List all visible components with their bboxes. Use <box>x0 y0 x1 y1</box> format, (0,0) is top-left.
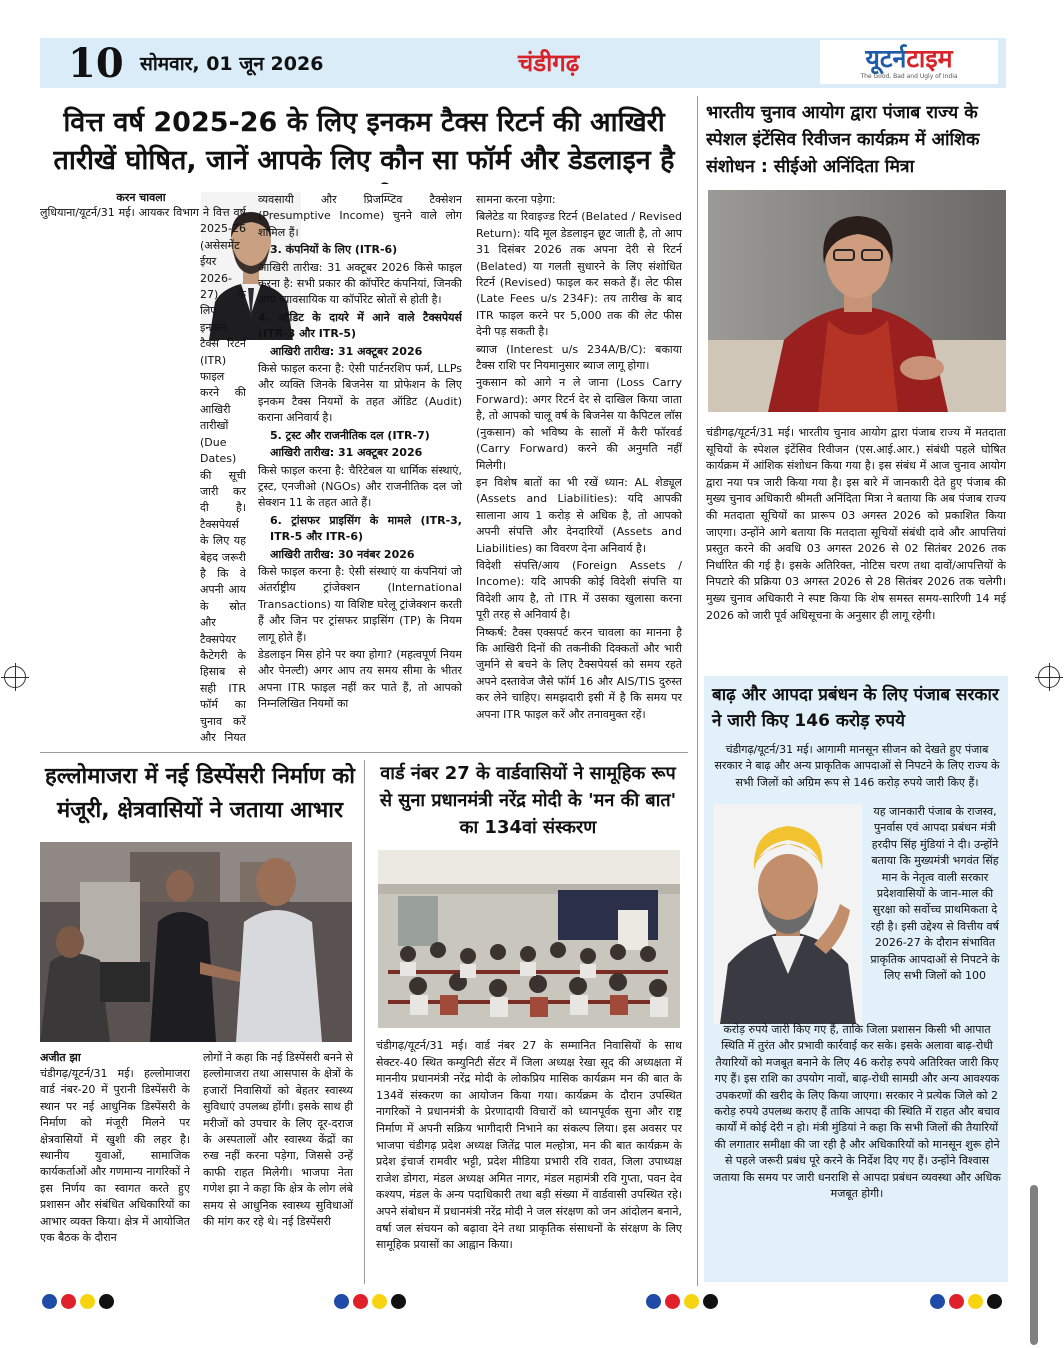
dispensary-headline: हल्लोमाजरा में नई डिस्पेंसरी निर्माण को मंजूरी, क्षेत्रवासियों ने जताया आभार <box>45 764 355 823</box>
itr-column-3: सामना करना पड़ेगा: बिलेटेड या रिवाइज्ड रिटर्न (Belated / Revised Return): यदि मूल डेडलाइन छूट जाती है, तो आप 31 दिसंबर 2026 तक अपना देरी से रिटर्न (Belated) या गलती सुधारने के लिए संशोधित रिटर्न (Revised) फाइल कर सकते हैं। लेट फीस (Late Fees u/s 234F): तय तारीख के बाद ITR फाइल करने पर 5,000 तक की लेट फीस देनी पड़ सकती है। ब्याज (Interest u/s 234A/B/C): बकाया टैक्स राशि पर नियमानुसार ब्याज लागू होगा। नुकसान को आगे न ले जाना (Loss Carry Forward): अगर रिटर्न देर से दाखिल किया जाता है, तो आपको चालू वर्ष के बिजनेस या कैपिटल लॉस (नुकसान) को भविष्य के सालों में कैरी फॉरवर्ड (Carry Forward) करने की अनुमति नहीं मिलेगी। इन विशेष बातों का भी रखें ध्यान: AL शेड्यूल (Assets and Liabilities): यदि आपकी सालाना आय 1 करोड़ से अधिक है, तो आपको अपनी संपत्ति और देनदारियों (Assets and Liabilities) का विवरण देना अनिवार्य है। विदेशी संपत्ति/आय (Foreign Assets / Income): यदि आपकी कोई विदेशी संपत्ति या विदेशी आय है, तो ITR में उसका खुलासा करना पूरी तरह से अनिवार्य है। निष्कर्ष: टैक्स एक्सपर्ट करन चावला का मानना है कि आखिरी दिनों की तकनीकी दिक्कतों और भारी जुर्माने से बचने के लिए टैक्सपेयर्स को समय रहते अपने दस्तावेज जैसे फॉर्म 16 और AIS/TIS दुरुस्त कर लेने चाहिए। समझदारी इसी में है कि समय पर अपना ITR फाइल करें और तनावमुक्त रहें। <box>476 193 682 721</box>
registration-mark-left <box>4 666 26 688</box>
dispensary-column-2: लोगों ने कहा कि नई डिस्पेंसरी बनने से हल्लोमाजरा तथा आसपास के क्षेत्रों के हजारों निवासियों को बेहतर स्वास्थ्य सुविधाएं उपलब्ध होंगी। इसके साथ ही मरीजों को उपचार के लिए दूर-दराज के अस्पतालों और स्वास्थ्य केंद्रों का रुख नहीं करना पड़ेगा, जिससे उन्हें काफी राहत मिलेगी। भाजपा नेता गणेश झा ने कहा कि क्षेत्र के लोग लंबे समय से आधुनिक स्वास्थ्य सुविधाओं की मांग कर रहे थे। नई डिस्पेंसरी <box>203 1051 353 1229</box>
mannkibaat-headline: वार्ड नंबर 27 के वार्डवासियों ने सामूहिक रूप से सुना प्रधानमंत्री नरेंद्र मोदी के 'मन की बात' का 134वां संस्करण <box>379 763 677 838</box>
eci-official-photo <box>708 190 1006 412</box>
color-bar-3 <box>646 1294 718 1309</box>
mannkibaat-event-photo <box>378 850 680 1028</box>
column-divider <box>697 96 698 1286</box>
registration-mark-right <box>1038 666 1060 688</box>
issue-date: सोमवार, 01 जून 2026 <box>140 53 324 75</box>
scrollbar-thumb[interactable] <box>1030 1185 1038 1345</box>
column-divider <box>364 760 365 1284</box>
page-number: 10 <box>68 39 124 87</box>
brand-name: यूटर्नटाइम <box>865 43 953 73</box>
dispensary-meeting-photo <box>40 842 352 1042</box>
itr-byline: करन चावला <box>116 191 166 204</box>
section-divider <box>40 752 688 753</box>
flood-headline: बाढ़ और आपदा प्रबंधन के लिए पंजाब सरकार ने जारी किए 146 करोड़ रुपये <box>712 685 999 731</box>
eci-headline: भारतीय चुनाव आयोग द्वारा पंजाब राज्य के स्पेशल इंटेंसिव रिवीजन कार्यक्रम में आंशिक संशोधन : सीईओ अनिंदिता मित्रा <box>706 103 980 177</box>
minister-photo <box>714 804 862 1024</box>
flood-body: करोड़ रुपये जारी किए गए हैं, ताकि जिला प्रशासन किसी भी आपात स्थिति में तुरंत और प्रभावी कार्रवाई कर सके। इसके अलावा बाढ़-रोधी तैयारियों को मजबूत बनाने के लिए 46 करोड़ रुपये अतिरिक्त जारी किए गए हैं। इस राशि का उपयोग नावों, बाढ़-रोधी सामग्री और अन्य आवश्यक उपकरणों की खरीद के लिए किया जाएगा। सरकार ने प्रत्येक जिले को 2 करोड़ रुपये उपलब्ध कराए हैं ताकि आपदा की स्थिति में राहत और बचाव कार्यों में कोई देरी न हो। मंत्री मुंडियां ने कहा कि सभी जिलों की तैयारियों की लगातार समीक्षा की जा रही है और अधिकारियों को मानसून शुरू होने से पहले जरूरी प्रबंध पूरे करने के निर्देश दिए गए हैं। उन्होंने विश्वास जताया कि समय पर जारी धनराशि से आपदा प्रबंधन व्यवस्था और अधिक मजबूत होगी। <box>713 1023 1001 1201</box>
itr-column-1: लुधियाना/यूटर्न/31 मई। आयकर विभाग ने वित्त वर्ष 2025-26 (असेसमेंट ईयर 2026-27) के लिए इनकम टैक्स रिटर्न (ITR) फाइल करने की आखिरी तारीखों (Due Dates) की सूची जारी कर दी है। टैक्सपेयर्स के लिए यह बेहद जरूरी है कि वे अपनी आय के स्रोत और टैक्सपेयर कैटेगरी के हिसाब से सही ITR फॉर्म का चुनाव करें और नियत <box>40 206 246 744</box>
flood-intro: चंडीगढ़/यूटर्न/31 मई। आगामी मानसून सीजन को देखते हुए पंजाब सरकार ने बाढ़ और अन्य प्राकृतिक आपदाओं से निपटने के लिए राज्य के सभी जिलों को अग्रिम रूप से 146 करोड़ रुपये जारी किए हैं। <box>714 743 1000 789</box>
itr-headline: वित्त वर्ष 2025-26 के लिए इनकम टैक्स रिटर्न की आखिरी तारीखें घोषित, जानें आपके लिए कौन सा फॉर्म और डेडलाइन है <box>53 107 675 176</box>
dispensary-headline-box <box>40 760 360 832</box>
masthead <box>40 38 1006 88</box>
color-bar-4 <box>930 1294 1002 1309</box>
mannkibaat-body: चंडीगढ़/यूटर्न/31 मई। वार्ड नंबर 27 के सम्मानित निवासियों के साथ सेक्टर-40 स्थित कम्युनिटी सेंटर में जिला अध्यक्ष रेखा सूद की अध्यक्षता में माननीय प्रधानमंत्री नरेंद्र मोदी के लोकप्रिय मासिक कार्यक्रम मन की बात के 134वें संस्करण का आयोजन किया गया। कार्यक्रम के दौरान उपस्थित नागरिकों ने प्रधानमंत्री के प्रेरणादायी विचारों को ध्यानपूर्वक सुना और राष्ट्र निर्माण में अपनी सक्रिय भागीदारी निभाने का संकल्प लिया। इस अवसर पर भाजपा चंडीगढ़ प्रदेश अध्यक्ष जितेंद्र पाल मल्होत्रा, मन की बात कार्यक्रम के प्रदेश इंचार्ज रामवीर भट्टी, प्रदेश मीडिया प्रभारी रवि रावत, जिला उपाध्यक्ष राजेश डोगरा, मंडल अध्यक्ष अमित नागर, मंडल महामंत्री रवि गुप्ता, पवन देव कश्यप, मंडल के अन्य पदाधिकारी तथा बड़ी संख्या में वार्डवासी उपस्थित रहे। अपने संबोधन में प्रधानमंत्री नरेंद्र मोदी ने जल संरक्षण को जन आंदोलन बनाने, वर्षा जल संचयन को बढ़ावा देने तथा प्राकृतिक संसाधनों के संरक्षण के लिए सामूहिक प्रयासों का आह्वान किया। <box>376 1039 682 1252</box>
dispensary-column-1: चंडीगढ़/यूटर्न/31 मई। हल्लोमाजरा वार्ड नंबर-20 में पुरानी डिस्पेंसरी के स्थान पर नई आधुनिक डिस्पेंसरी के निर्माण को मंजूरी मिलने पर क्षेत्रवासियों में खुशी की लहर है। स्थानीय युवाओं, सामाजिक कार्यकर्ताओं और गणमान्य नागरिकों ने इस निर्णय का स्वागत करते हुए प्रशासन और संबंधित अधिकारियों का आभार व्यक्त किया। क्षेत्र में आयोजित एक बैठक के दौरान <box>40 1067 190 1245</box>
eci-body: चंडीगढ़/यूटर्न/31 मई। भारतीय चुनाव आयोग द्वारा पंजाब राज्य में मतदाता सूचियों के स्पेशल इंटेंसिव रिवीजन (एस.आई.आर.) संबंधी पहले घोषित कार्यक्रम में आंशिक संशोधन किया गया है। इस संबंध में आज चुनाव आयोग द्वारा नया पत्र जारी किया गया है। इस बारे में जानकारी देते हुए पंजाब की मुख्य चुनाव अधिकारी श्रीमती अनिंदिता मित्रा ने बताया कि अब पंजाब राज्य की मतदाता सूचियों का प्रारूप 03 अगस्त 2026 को प्रकाशित किया जाएगा। उन्होंने आगे बताया कि मतदाता सूचियों संबंधी दावे और आपत्तियां प्रस्तुत करने की अवधि 03 अगस्त 2026 से 02 सितंबर 2026 तक निर्धारित की गई है। इसके अतिरिक्त, नोटिस चरण तथा दावों/आपत्तियों के निपटारे की प्रक्रिया 03 अगस्त 2026 से 28 सितंबर 2026 तक चलेगी। मुख्य चुनाव अधिकारी ने स्पष्ट किया कि शेष समस्त समय-सारिणी 14 मई 2026 को जारी पूर्व अधिसूचना के अनुसार ही लागू रहेगी। <box>706 426 1006 622</box>
brand-tagline: The Good, Bad and Ugly of India <box>860 72 958 80</box>
color-bar-1 <box>42 1294 114 1309</box>
brand-logo <box>820 40 998 84</box>
mannkibaat-headline-box <box>372 760 684 842</box>
color-bar-2 <box>334 1294 406 1309</box>
eci-headline-box <box>706 100 1006 184</box>
flood-side-text: यह जानकारी पंजाब के राजस्व, पुनर्वास एवं आपदा प्रबंधन मंत्री हरदीप सिंह मुंडियां ने दी। उन्होंने बताया कि मुख्यमंत्री भगवंत सिंह मान के नेतृत्व वाली सरकार प्रदेशवासियों के जान-माल की सुरक्षा को सर्वोच्च प्राथमिकता दे रही है। इसी उद्देश्य से वित्तीय वर्ष 2026-27 के दौरान संभावित प्राकृतिक आपदाओं से निपटने के लिए सभी जिलों को 100 <box>870 805 1000 983</box>
itr-column-2: व्यवसायी और प्रिजम्प्टिव टैक्सेशन (Presumptive Income) चुनने वाले लोग शामिल हैं। 3. कंपनियों के लिए (ITR-6) आखिरी तारीख: 31 अक्टूबर 2026 किसे फाइल करना है: सभी प्रकार की कॉर्पोरेट कंपनियां, जिनकी आय व्यावसायिक या कॉर्पोरेट स्रोतों से होती है। 4. ऑडिट के दायरे में आने वाले टैक्सपेयर्स (ITR-3 और ITR-5) आखिरी तारीख: 31 अक्टूबर 2026 किसे फाइल करना है: ऐसी पार्टनरशिप फर्म, LLPs और व्यक्ति जिनके बिजनेस या प्रोफेशन के लिए इनकम टैक्स नियमों के तहत ऑडिट (Audit) कराना अनिवार्य है। 5. ट्रस्ट और राजनीतिक दल (ITR-7) आखिरी तारीख: 31 अक्टूबर 2026 किसे फाइल करना है: चैरिटेबल या धार्मिक संस्थाएं, ट्रस्ट, एनजीओ (NGOs) और राजनीतिक दल जो सेक्शन 11 के तहत आते हैं। 6. ट्रांसफर प्राइसिंग के मामले (ITR-3, ITR-5 और ITR-6) आखिरी तारीख: 30 नवंबर 2026 किसे फाइल करना है: ऐसी संस्थाएं या कंपनियां जो अंतर्राष्ट्रीय ट्रांजेक्शन (International Transactions) या विशिष्ट घरेलू ट्रांजेक्शन करती हैं और जिन पर ट्रांसफर प्राइसिंग (TP) के नियम लागू होते हैं। डेडलाइन मिस होने पर क्या होगा? (महत्वपूर्ण नियम और पेनल्टी) अगर आप तय समय सीमा के भीतर अपना ITR फाइल नहीं कर पाते हैं, तो आपको निम्नलिखित नियमों का <box>258 193 462 711</box>
flood-relief-box <box>704 676 1008 1282</box>
dispensary-byline: अजीत झा <box>40 1051 81 1064</box>
section-title: चंडीगढ़ <box>518 49 580 77</box>
itr-headline-box <box>40 104 688 184</box>
